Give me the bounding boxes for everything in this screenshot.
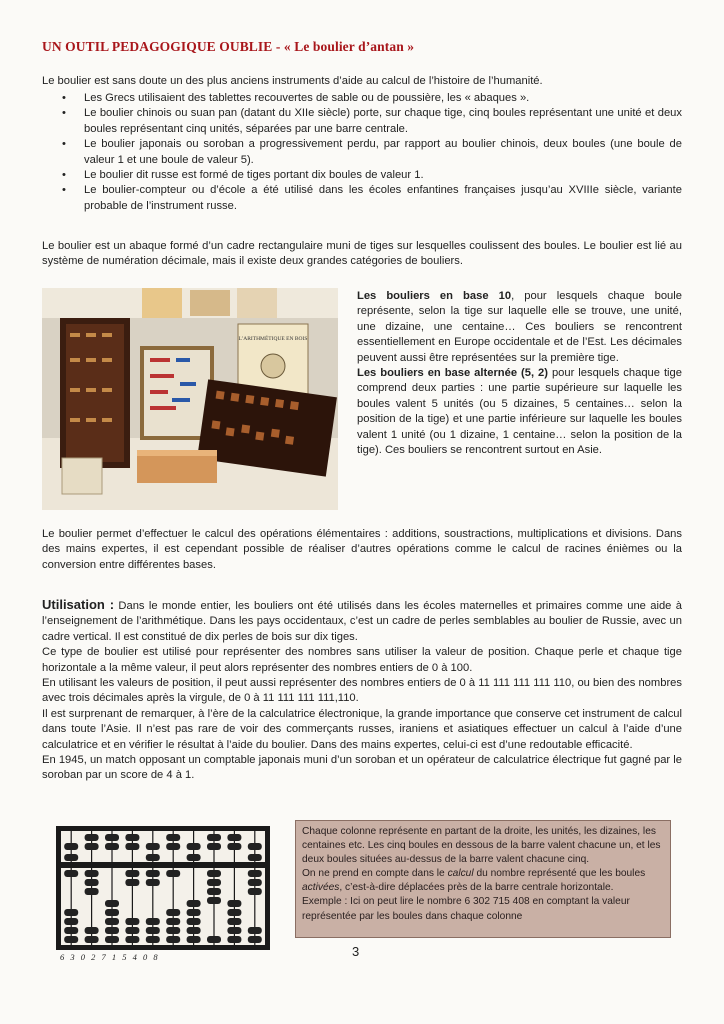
page-title: UN OUTIL PEDAGOGIQUE OUBLIE - « Le boulier d’antan »: [42, 39, 415, 54]
abacus-bead: [64, 843, 78, 850]
abacus-bead: [146, 918, 160, 925]
abacus-bead: [85, 843, 99, 850]
abacus-bead: [85, 834, 99, 841]
base52-heading: Les bouliers en base alternée (5, 2): [357, 367, 548, 380]
abacus-bead: [125, 918, 139, 925]
abacus-bead: [227, 843, 241, 850]
abacus-digits: 6 3 0 2 7 1 5 4 0 8: [60, 952, 160, 962]
abacus-bead: [105, 936, 119, 943]
list-item: • Le boulier chinois ou suan pan (datant du XIIe siècle) porte, sur chaque tige, cinq boules représentant une unité et deux boules représentant cinq unités, séparées par une barre centrale.: [62, 107, 682, 135]
abacus-bead: [248, 927, 262, 934]
soroban-illustration: [56, 826, 270, 954]
abacus-bead: [64, 927, 78, 934]
abacus-bead: [125, 843, 139, 850]
abacus-bead: [187, 843, 201, 850]
bullet-icon: •: [62, 92, 66, 104]
bullet-icon: •: [62, 107, 66, 120]
abacus-bead: [248, 843, 262, 850]
intro-paragraph: Le boulier est sans doute un des plus anciens instruments d’aide au calcul de l’histoire de l’humanité.: [42, 75, 543, 87]
abacus-bead: [227, 936, 241, 943]
abacus-bead: [207, 870, 221, 877]
abacus-bead: [64, 936, 78, 943]
abacus-bead: [248, 888, 262, 895]
abacus-bead: [85, 936, 99, 943]
list-item: • Le boulier-compteur ou d’école a été utilisé dans les écoles enfantines françaises jusqu’au XVIIIe siècle, variante probable de l’instrument russe.: [62, 184, 682, 212]
abacus-bead: [248, 870, 262, 877]
abacus-bead: [227, 834, 241, 841]
abacus-bead: [85, 879, 99, 886]
list-item: • Le boulier dit russe est formé de tiges portant dix boules de valeur 1.: [42, 168, 682, 183]
abacus-bead: [187, 918, 201, 925]
abacus-bead: [207, 879, 221, 886]
abacus-bead: [125, 834, 139, 841]
explanation-box: Chaque colonne représente en partant de la droite, les unités, les dizaines, les centaines etc. Les cinq boules en dessous de la barre valent chacune un, et les deux boules situées au-dessus de la barre valent chacune cinq. On ne prend en compte dans le calcul du nombre représenté que les boules activées, c’est-à-dire déplacées près de la barre centrale horizontale. Exemple : Ici on peut lire le nombre 6 302 715 408 en comptant la valeur représentée par les boules dans chaque colonne: [295, 820, 671, 938]
abacus-bead: [146, 854, 160, 861]
abacus-bead: [187, 854, 201, 861]
abacus-bead: [248, 854, 262, 861]
abacus-bead: [207, 888, 221, 895]
utilisation-section: Utilisation : Dans le monde entier, les bouliers ont été utilisés dans les écoles maternelles et primaires comme une aide à l’enseignement de l’arithmétique. Dans les pays occidentaux, c’est un cadre de perles semblables au boulier de Russie, avec un cadre vertical. Il est constitué de dix perles de bois sur dix tiges. Ce type de boulier est utilisé pour représenter des nombres sans utiliser la valeur de position. Chaque perle et chaque tige horizontale a la même valeur, il peut alors représenter des nombres entiers de 0 à 100. En utilisant les valeurs de position, il peut aussi représenter des nombres entiers de 0 à 11 111 111 111 110, ou bien des nombres avec trois décimales après la virgule, de 0 à 11 111 111 111,110. Il est surprenant de remarquer, à l’ère de la calculatrice électronique, la grande importance que conserve cet instrument de calcul dans toute l’Asie. Il n’est pas rare de voir des commerçants russes, iraniens et asiatiques effectuer un calcul à l’aide d’une calculatrice et en vérifier le résultat à l’aide du boulier. Dans des mains expertes, celui-ci est d’une redoutable efficacité. En 1945, un match opposant un comptable japonais muni d’un soroban et un opérateur de calculatrice électrique fut gagné par le soroban par un score de 4 à 1.: [42, 597, 682, 782]
abacus-bead: [207, 936, 221, 943]
abacus-bead: [166, 870, 180, 877]
abacus-bead: [85, 870, 99, 877]
abacus-bead: [105, 909, 119, 916]
list-item: • Les Grecs utilisaient des tablettes recouvertes de sable ou de poussière, les « abaques ».: [42, 91, 682, 106]
bullet-icon: •: [62, 138, 66, 151]
abacus-bead: [187, 927, 201, 934]
abacus-bead: [146, 879, 160, 886]
bullet-icon: •: [62, 184, 66, 197]
abacus-bead: [85, 888, 99, 895]
abacus-bead: [166, 909, 180, 916]
abacus-bead: [125, 870, 139, 877]
abacus-bead: [187, 936, 201, 943]
abacus-bead: [105, 834, 119, 841]
bullet-icon: •: [62, 169, 66, 182]
abacus-bead: [207, 897, 221, 904]
abacus-bead: [146, 927, 160, 934]
list-item: • Le boulier japonais ou soroban a progressivement perdu, par rapport au boulier chinois, deux boules (une boule de valeur 1 et une boule de valeur 5).: [62, 138, 682, 166]
abacus-bead: [64, 909, 78, 916]
page-number: 3: [352, 944, 360, 959]
abacus-bead: [125, 879, 139, 886]
abacus-bead: [105, 927, 119, 934]
abacus-bead: [227, 927, 241, 934]
book-title: L’ARITHMÉTIQUE EN BOIS: [238, 336, 308, 342]
abacus-bead: [207, 843, 221, 850]
abacus-photo: [42, 288, 338, 510]
abacus-bead: [166, 927, 180, 934]
bouliers-paragraph: Le boulier est un abaque formé d’un cadre rectangulaire muni de tiges sur lesquelles coulissent des boules. Le boulier est lié au système de numération décimale, mais il existe deux grandes catégories de bouliers.: [42, 240, 682, 268]
abacus-bead: [166, 843, 180, 850]
abacus-bead: [105, 843, 119, 850]
abacus-bead: [248, 879, 262, 886]
abacus-bead: [64, 854, 78, 861]
base-description: Les bouliers en base 10, pour lesquels chaque boule représente, selon la tige sur laquelle elle se trouve, une unité, une dizaine, une centaine… Ces bouliers se rencontrent essentiellement en Europe occidentale et de l’Est. Les décimales peuvent aussi être représentées sur la première tige. Les bouliers en base alternée (5, 2) pour lesquels chaque tige comprend deux parties : une partie supérieure sur laquelle les boules valent 5 unités (ou 5 dizaines, 5 centaines… selon la position de la tige) et une partie inférieure sur laquelle les boules valent 1 unité (ou 1 dizaine, 1 centaine… selon la position de la tige). Ces bouliers se rencontrent surtout en Asie.: [357, 290, 682, 457]
abacus-bead: [146, 843, 160, 850]
abacus-bead: [166, 918, 180, 925]
bullet-list: [42, 91, 682, 214]
abacus-bead: [227, 918, 241, 925]
abacus-bead: [105, 900, 119, 907]
base10-heading: Les bouliers en base 10: [357, 290, 512, 302]
abacus-bead: [105, 918, 119, 925]
utilisation-heading: Utilisation :: [42, 597, 115, 612]
abacus-bead: [166, 936, 180, 943]
abacus-bead: [146, 936, 160, 943]
abacus-bead: [187, 900, 201, 907]
abacus-bead: [207, 834, 221, 841]
abacus-bead: [227, 909, 241, 916]
abacus-bead: [166, 834, 180, 841]
abacus-bead: [227, 900, 241, 907]
operations-paragraph: Le boulier permet d’effectuer le calcul des opérations élémentaires : additions, soustractions, multiplications et divisions. Dans des mains expertes, il est cependant possible de réaliser d’autres opérations comme le calcul de racines énièmes ou la conversion entre différentes bases.: [42, 528, 682, 571]
abacus-bead: [146, 870, 160, 877]
abacus-bead: [85, 927, 99, 934]
abacus-bead: [125, 927, 139, 934]
abacus-bead: [64, 918, 78, 925]
abacus-bead: [187, 909, 201, 916]
abacus-bead: [125, 936, 139, 943]
abacus-bead: [64, 870, 78, 877]
abacus-bead: [248, 936, 262, 943]
